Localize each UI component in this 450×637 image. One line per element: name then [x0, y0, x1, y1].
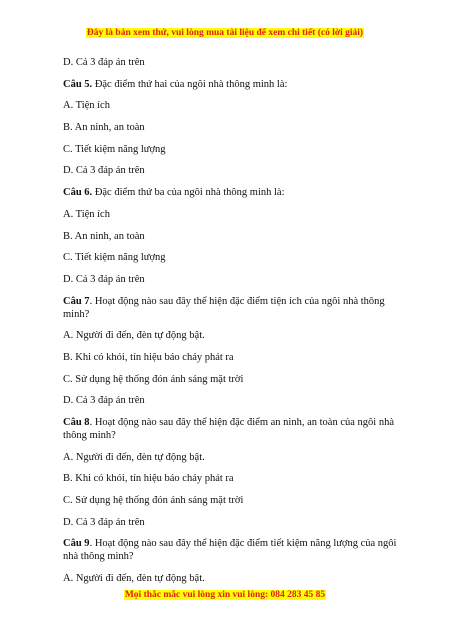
question-block — [63, 186, 403, 286]
contact-banner — [0, 590, 450, 600]
question-text — [63, 416, 403, 442]
answer-option: D. Cả 3 đáp án trên — [63, 57, 145, 68]
question-prompt: Đặc điểm thứ ba của ngôi nhà thông minh là: — [92, 187, 285, 199]
answer-option: D. Cả 3 đáp án trên — [63, 395, 145, 407]
question-block — [63, 537, 403, 585]
answer-option: A. Người đi đến, đèn tự động bật. — [63, 451, 205, 463]
question-number: Câu 7 — [63, 295, 90, 307]
question-prompt: . Hoạt động nào sau đây thể hiện đặc điểm tiện ích của ngôi nhà thông minh? — [63, 295, 385, 320]
answer-option: B. Khi có khói, tín hiệu báo cháy phát ra — [63, 351, 234, 363]
preview-notice-text: Đây là bản xem thử, vui lòng mua tài liệu để xem chi tiết (có lời giải) — [86, 28, 364, 38]
answer-option: C. Tiết kiệm năng lượng — [63, 143, 166, 155]
answer-option: A. Người đi đến, đèn tự động bật. — [63, 330, 205, 342]
question-prompt: Đặc điểm thứ hai của ngôi nhà thông minh là: — [92, 78, 288, 90]
preview-notice-banner — [0, 28, 450, 38]
contact-text: Mọi thắc mắc vui lòng xin vui lòng: 084 283 45 85 — [124, 590, 326, 600]
answer-option: D. Cả 3 đáp án trên — [63, 516, 145, 528]
answer-option: B. Khi có khói, tín hiệu báo cháy phát ra — [63, 473, 234, 485]
question-block — [63, 416, 403, 529]
question-block — [63, 295, 403, 408]
question-number: Câu 5. — [63, 78, 93, 90]
answer-option: D. Cả 3 đáp án trên — [63, 273, 145, 285]
answer-option: C. Sử dụng hệ thống đón ánh sáng mặt trời — [63, 495, 244, 507]
answer-option: B. An ninh, an toàn — [63, 122, 145, 134]
question-number: Câu 8 — [63, 417, 90, 428]
question-number: Câu 6. — [63, 187, 93, 199]
question-prompt: . Hoạt động nào sau đây thể hiện đặc điểm tiết kiệm năng lượng của ngôi nhà thông minh? — [63, 538, 397, 563]
question-text — [63, 186, 403, 199]
answer-option: C. Tiết kiệm năng lượng — [63, 252, 166, 264]
answer-option: A. Tiện ích — [63, 208, 110, 220]
question-text — [63, 78, 403, 91]
question-text — [63, 537, 403, 563]
document-body — [63, 56, 403, 594]
answer-option: B. An ninh, an toàn — [63, 230, 145, 242]
question-prompt: . Hoạt động nào sau đây thể hiện đặc điểm an ninh, an toàn của ngôi nhà thông minh? — [63, 417, 394, 441]
question-number: Câu 9 — [63, 538, 90, 550]
answer-option: A. Tiện ích — [63, 100, 110, 112]
answer-option: A. Người đi đến, đèn tự động bật. — [63, 573, 205, 585]
question-block — [63, 78, 403, 178]
question-text — [63, 295, 403, 321]
answer-option: C. Sử dụng hệ thống đón ánh sáng mặt trời — [63, 373, 244, 385]
answer-option: D. Cả 3 đáp án trên — [63, 165, 145, 177]
